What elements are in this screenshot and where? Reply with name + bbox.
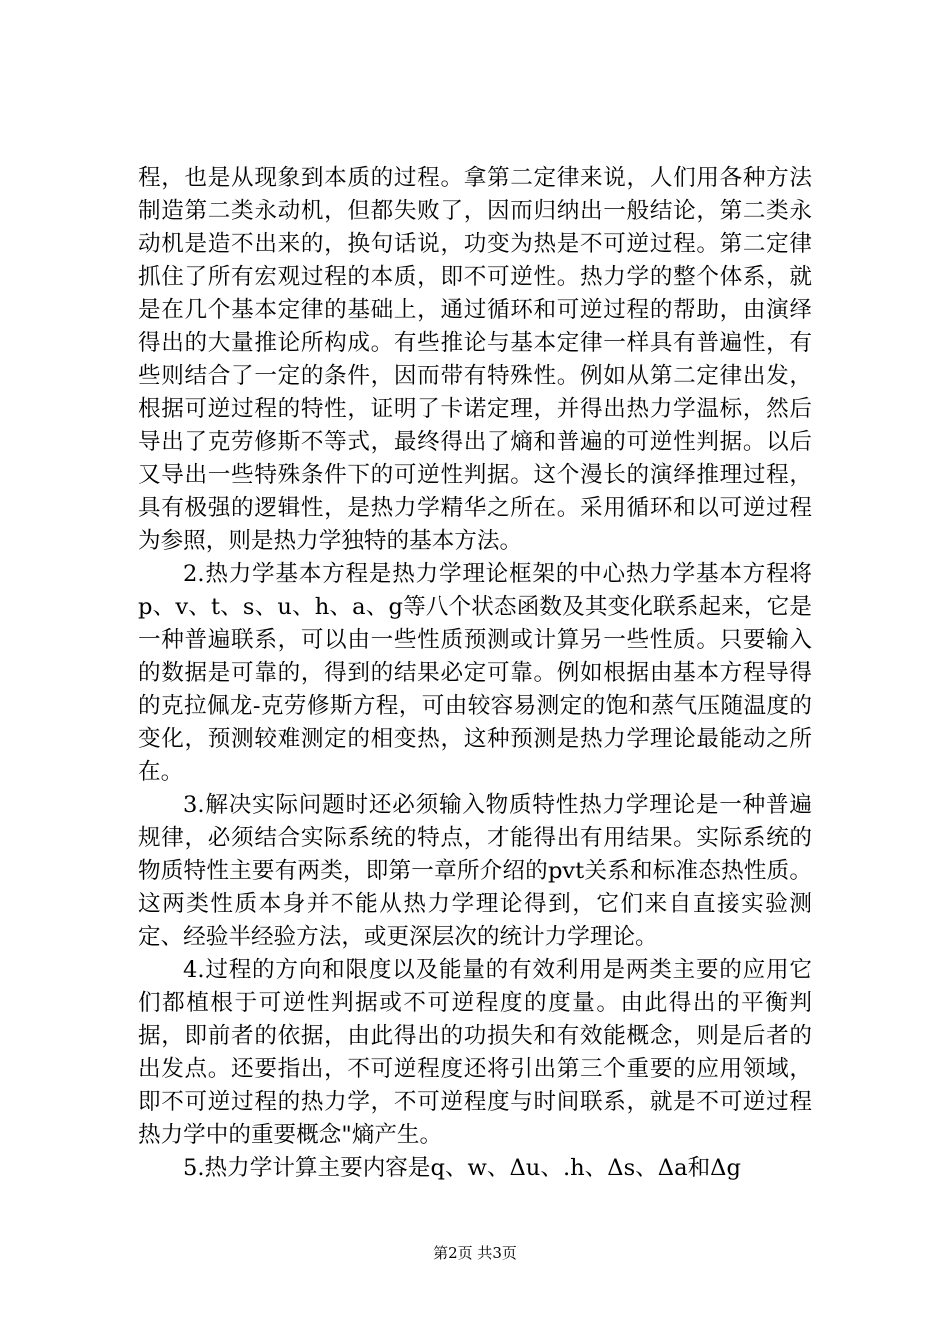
paragraph-continuation: 程，也是从现象到本质的过程。拿第二定律来说，人们用各种方法制造第二类永动机，但都失败了，因而归纳出一般结论，第二类永动机是造不出来的，换句话说，功变为热是不可逆过程。第二定律抓住了所有宏观过程的本质，即不可逆性。热力学的整个体系，就是在几个基本定律的基础上，通过循环和可逆过程的帮助，由演绎得出的大量推论所构成。有些推论与基本定律一样具有普遍性，有些则结合了一定的条件，因而带有特殊性。例如从第二定律出发，根据可逆过程的特性，证明了卡诺定理，并得出热力学温标，然后导出了克劳修斯不等式，最终得出了熵和普遍的可逆性判据。以后又导出一些特殊条件下的可逆性判据。这个漫长的演绎推理过程，具有极强的逻辑性，是热力学精华之所在。采用循环和以可逆过程为参照，则是热力学独特的基本方法。 (138, 165, 812, 554)
paragraph-2: 2.热力学基本方程是热力学理论框架的中心热力学基本方程将p、v、t、s、u、h、a、g等八个状态函数及其变化联系起来，它是一种普遍联系，可以由一些性质预测或计算另一些性质。只要输入的数据是可靠的，得到的结果必定可靠。例如根据由基本方程导得的克拉佩龙-克劳修斯方程，可由较容易测定的饱和蒸气压随温度的变化，预测较难测定的相变热，这种预测是热力学理论最能动之所在。 (138, 561, 812, 785)
page-footer (0, 1243, 950, 1263)
paragraph-5: 5.热力学计算主要内容是q、w、Δu、.h、Δs、Δa和Δg (183, 1155, 741, 1181)
document-body (138, 162, 812, 1185)
paragraph-3: 3.解决实际问题时还必须输入物质特性热力学理论是一种普遍规律，必须结合实际系统的特点，才能得出有用结果。实际系统的物质特性主要有两类，即第一章所介绍的pvt关系和标准态热性质。这两类性质本身并不能从热力学理论得到，它们来自直接实验测定、经验半经验方法，或更深层次的统计力学理论。 (138, 792, 812, 950)
page-number-label: 第2页 共3页 (433, 1244, 517, 1262)
paragraph-4: 4.过程的方向和限度以及能量的有效利用是两类主要的应用它们都植根于可逆性判据或不可逆程度的度量。由此得出的平衡判据，即前者的依据，由此得出的功损失和有效能概念，则是后者的出发点。还要指出，不可逆程度还将引出第三个重要的应用领域，即不可逆过程的热力学，不可逆程度与时间联系，就是不可逆过程热力学中的重要概念"熵产生。 (138, 957, 812, 1148)
